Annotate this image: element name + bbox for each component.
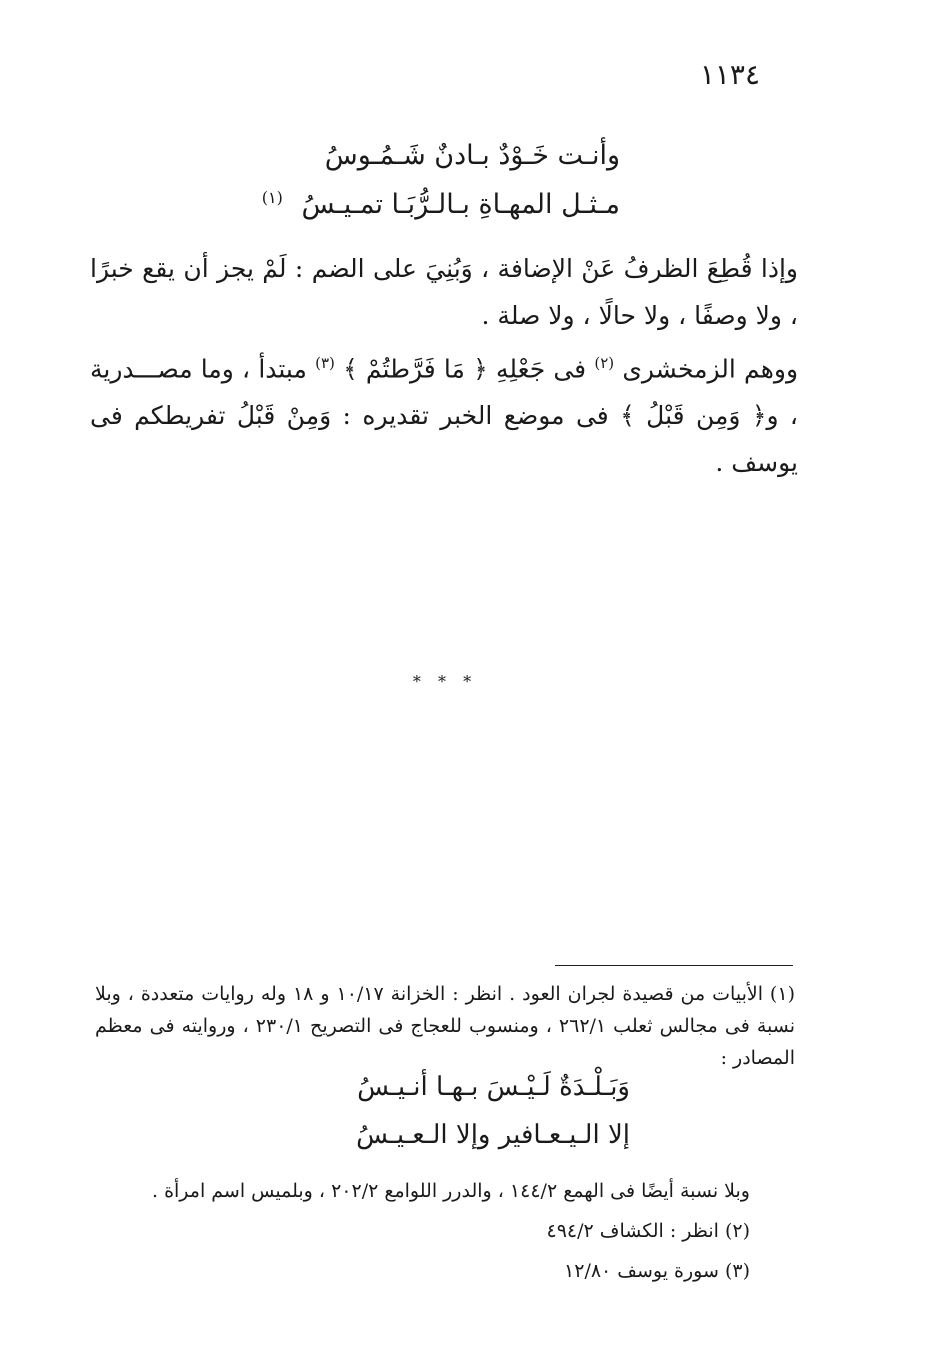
footnote-1-verse-line-2: إلا الـيـعـافير وإلا الـعـيـسُ	[356, 1120, 630, 1150]
paragraph-2-part-c: مبتدأ ، وما مصـــدرية ، و﴿ وَمِن قَبْلُ ﴾ فى موضع الخبر تقديره : وَمِنْ قَبْلُ تفريطكم فى يوسف .	[90, 354, 798, 478]
footnote-2: (٢) انظر : الكشاف ٤٩٤/٢	[546, 1220, 750, 1242]
section-separator: * * *	[412, 672, 478, 691]
footnote-rule	[555, 965, 793, 966]
footnote-1-verse-line-1: وَبَـلْـدَةٌ لَـيْـسَ بـهـا أنـيـسُ	[357, 1072, 630, 1102]
footnote-1-continuation: وبلا نسبة أيضًا فى الهمع ١٤٤/٢ ، والدرر اللوامع ٢٠٢/٢ ، وبلميس اسم امرأة .	[151, 1180, 750, 1202]
poem-line-2	[200, 188, 620, 220]
paragraph-1: وإذا قُطِعَ الظرفُ عَنْ الإضافة ، وَبُنِيَ على الضم : لَمْ يجز أن يقع خبرًا ، ولا وصفًا ، ولا حالًا ، ولا صلة .	[90, 254, 798, 330]
footnote-marker-1: (١)	[261, 188, 283, 207]
footnote-marker-2: (٢)	[594, 354, 615, 372]
footnote-1: (١) الأبيات من قصيدة لجران العود . انظر : الخزانة ١٠/١٧ و ١٨ وله روايات متعددة ، وبلا نسبة فى مجالس ثعلب ٢٦٢/١ ، ومنسوب للعجاج فى التصريح ٢٣٠/١ ، وروايته فى معظم المصادر :	[95, 983, 796, 1069]
poem-line-1-text: وأنـت خَـوْدٌ بـادنٌ شَـمُـوسُ	[324, 140, 620, 171]
footnote-3: (٣) سورة يوسف ١٢/٨٠	[564, 1260, 750, 1282]
paragraph-2-part-b: فى جَعْلِهِ ﴿ مَا فَرَّطتُمْ ﴾	[343, 354, 587, 384]
poem-line-1	[200, 140, 620, 171]
page-number: ١١٣٤	[699, 58, 760, 91]
paragraph-2-part-a: ووهم الزمخشرى	[622, 354, 799, 384]
poem-line-2-text: مـثـل المهـاةِ بـالـرُّبَـا تمـيـسُ	[301, 189, 620, 220]
footnote-marker-3: (٣)	[315, 354, 335, 372]
paragraph-2	[90, 340, 798, 486]
